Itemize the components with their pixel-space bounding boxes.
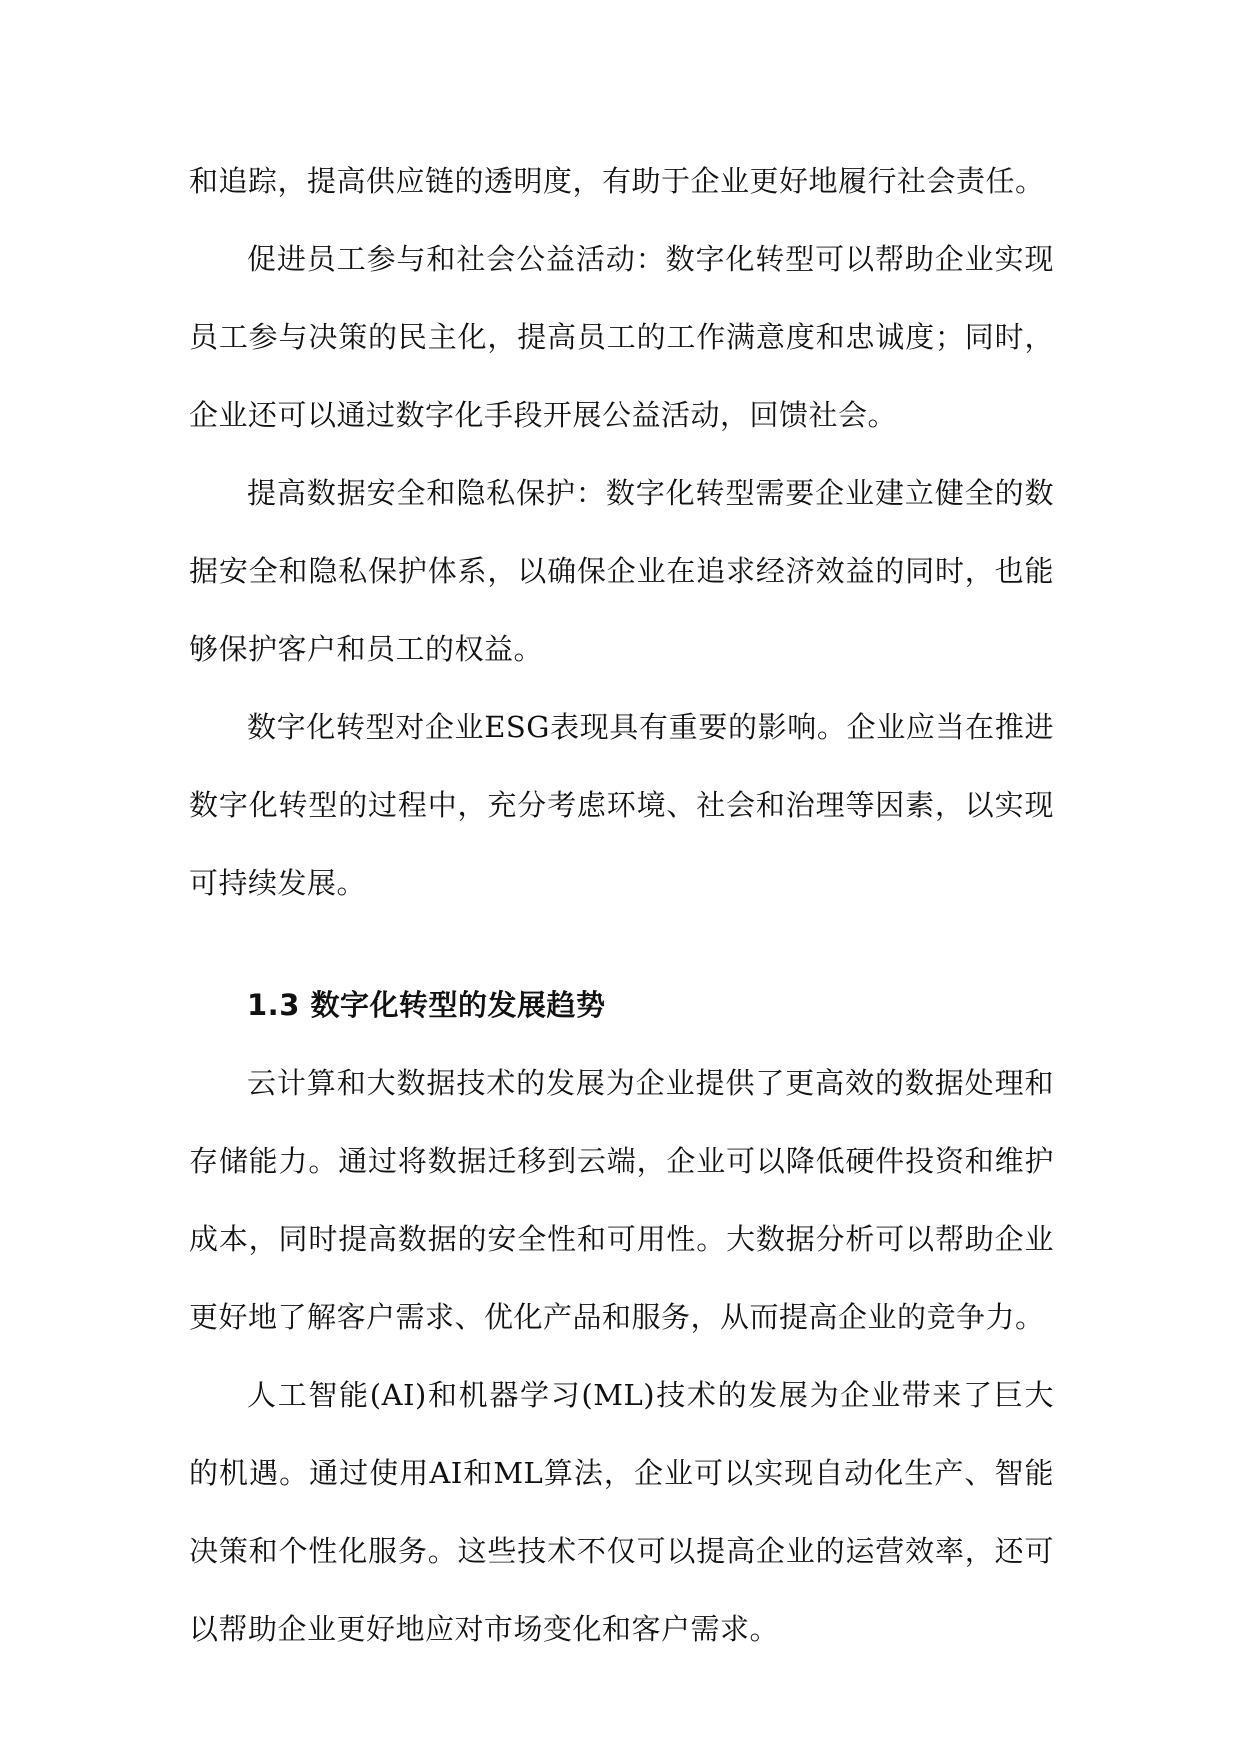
paragraph-employee-participation: 促进员工参与和社会公益活动：数字化转型可以帮助企业实现员工参与决策的民主化，提高员工的工作满意度和忠诚度；同时，企业还可以通过数字化手段开展公益活动，回馈社会。 xyxy=(189,242,1054,432)
section-heading: 1.3 数字化转型的发展趋势 xyxy=(247,988,606,1022)
paragraph-data-security: 提高数据安全和隐私保护：数字化转型需要企业建立健全的数据安全和隐私保护体系，以确保企业在追求经济效益的同时，也能够保护客户和员工的权益。 xyxy=(189,476,1054,666)
paragraph-ai-ml: 人工智能(AI)和机器学习(ML)技术的发展为企业带来了巨大的机遇。通过使用AI和ML算法，企业可以实现自动化生产、智能决策和个性化服务。这些技术不仅可以提高企业的运营效率，还可以帮助企业更好地应对市场变化和客户需求。 xyxy=(189,1378,1054,1646)
document-body xyxy=(189,142,1054,1668)
paragraph-esg-summary: 数字化转型对企业ESG表现具有重要的影响。企业应当在推进数字化转型的过程中，充分考虑环境、社会和治理等因素，以实现可持续发展。 xyxy=(189,710,1054,900)
paragraph-supply-chain-continuation: 和追踪，提高供应链的透明度，有助于企业更好地履行社会责任。 xyxy=(189,164,1045,198)
paragraph-cloud-big-data: 云计算和大数据技术的发展为企业提供了更高效的数据处理和存储能力。通过将数据迁移到云端，企业可以降低硬件投资和维护成本，同时提高数据的安全性和可用性。大数据分析可以帮助企业更好地了解客户需求、优化产品和服务，从而提高企业的竞争力。 xyxy=(189,1066,1054,1334)
